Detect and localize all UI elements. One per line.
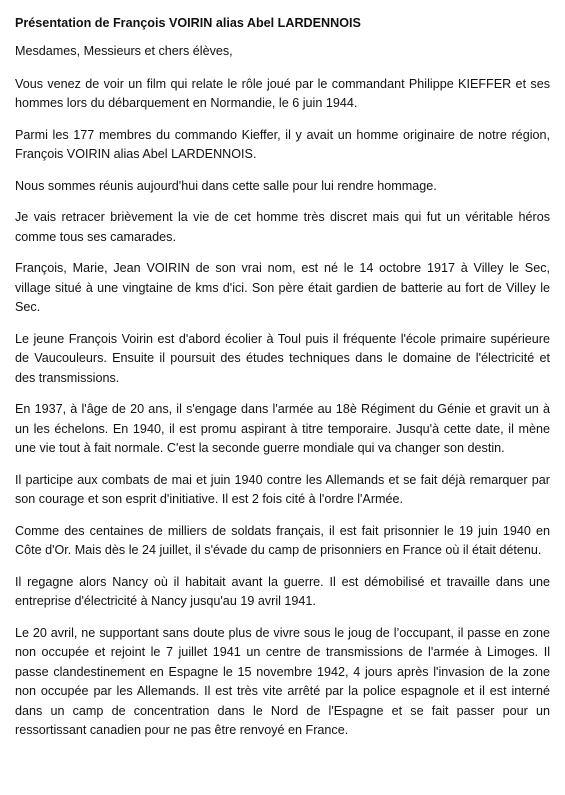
paragraph-birth: François, Marie, Jean VOIRIN de son vrai nom, est né le 14 octobre 1917 à Villey le Sec, village situé à une vingtaine de kms d'ici. Son père était gardien de batterie au fort de Villey le Sec. xyxy=(15,261,550,314)
paragraph-tribute: Nous sommes réunis aujourd'hui dans cette salle pour lui rendre hommage. xyxy=(15,178,437,193)
paragraph-spain: Le 20 avril, ne supportant sans doute plus de vivre sous le joug de l’occupant, il passe en zone non occupée et rejoint le 7 juillet 1941 un centre de transmissions de l'armée à Limoges. Il passe clandestinement en Espagne le 15 novembre 1942, 4 jours après l'invasion de la zone non occupée par les Allemands. Il est très vite arrêté par la police espagnole et il est interné dans un camp de concentration dans le Nord de l'Espagne et se fait passer pour un ressortissant canadien pour ne pas être renvoyé en France. xyxy=(15,625,550,737)
paragraph-greeting: Mesdames, Messieurs et chers élèves, xyxy=(15,44,233,58)
paragraph-film-intro: Vous venez de voir un film qui relate le rôle joué par le commandant Philippe KIEFFER et ses hommes lors du débarquement en Normandie, le 6 juin 1944. xyxy=(15,76,550,110)
paragraph-nancy: Il regagne alors Nancy où il habitait avant la guerre. Il est démobilisé et travaille dans une entreprise d'électricité à Nancy jusqu'au 19 avril 1941. xyxy=(15,574,550,608)
paragraph-education: Le jeune François Voirin est d'abord écolier à Toul puis il fréquente l'école primaire supérieure de Vaucouleurs. Ensuite il poursuit des études techniques dans le domaine de l'électricité et des transmissions. xyxy=(15,331,550,385)
paragraph-prisoner-escape: Comme des centaines de milliers de soldats français, il est fait prisonnier le 19 juin 1940 en Côte d'Or. Mais dès le 24 juillet, il s'évade du camp de prisonniers en France où il était détenu. xyxy=(15,523,550,557)
document-title: Présentation de François VOIRIN alias Abel LARDENNOIS xyxy=(15,16,361,30)
paragraph-enlistment: En 1937, à l'âge de 20 ans, il s'engage dans l'armée au 18è Régiment du Génie et gravit un à un les échelons. En 1940, il est promu aspirant à titre temporaire. Jusqu'à cette date, il mène une vie tout à fait normale. C'est la seconde guerre mondiale qui va changer son destin. xyxy=(15,402,550,455)
paragraph-commando-member: Parmi les 177 membres du commando Kieffer, il y avait un homme originaire de notre région, François VOIRIN alias Abel LARDENNOIS. xyxy=(15,127,550,161)
paragraph-combat-1940: Il participe aux combats de mai et juin 1940 contre les Allemands et se fait déjà remarquer par son courage et son esprit d'initiative. Il est 2 fois cité à l'ordre l'Armée. xyxy=(15,472,550,506)
paragraph-hero: Je vais retracer brièvement la vie de cet homme très discret mais qui fut un véritable héros comme tous ses camarades. xyxy=(15,210,550,244)
